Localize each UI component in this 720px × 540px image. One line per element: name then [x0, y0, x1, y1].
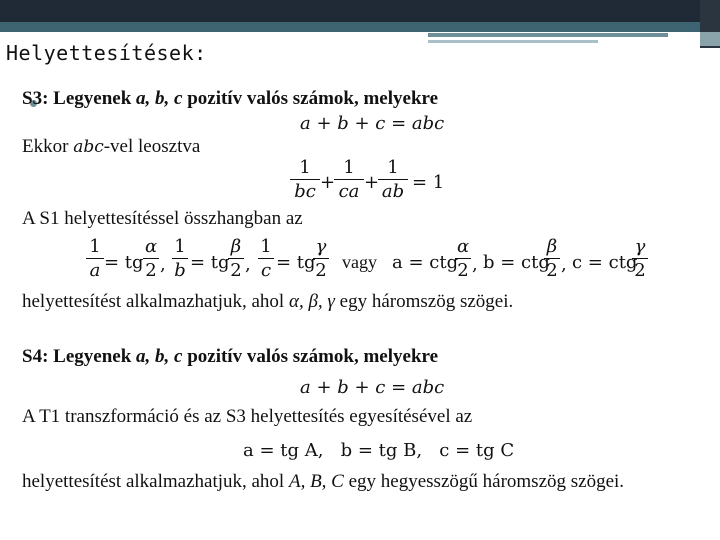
ctg-fraction-alpha-over-2: α 2 [457, 236, 470, 281]
s3-intro-vars: a, b, c [136, 88, 183, 109]
plus-sign-2: + [364, 172, 380, 193]
s4-conclusion-vars: A, B, C [288, 471, 344, 492]
eq-tg-2: = tg [190, 252, 230, 273]
s3-conclusion-line: helyettesítést alkalmazhatjuk, ahol α, β, γ egy háromszög szögei. [22, 291, 514, 312]
fraction-1-over-a: 1 a [86, 236, 104, 281]
fraction-gamma-over-2: γ 2 [313, 236, 329, 281]
leosztva-text: -vel leosztva [103, 136, 201, 157]
tan-substitution-equation: a = tg A, b = tg B, c = tg C [243, 440, 515, 461]
s4-equation-sum: a + b + c = abc [300, 377, 445, 398]
header-accent-bar [0, 22, 700, 32]
header-stripe-3 [700, 32, 720, 46]
comma-2: , [245, 254, 251, 275]
header-stripe-2 [428, 40, 598, 43]
abc-term: abc [73, 137, 104, 157]
fraction-1-over-b: 1 b [172, 236, 188, 281]
header-bar [0, 0, 720, 22]
s4-intro-text: : Legyenek [42, 346, 132, 367]
c-eq-ctg: c = ctg [572, 252, 638, 273]
eq-tg-1: = tg [104, 252, 144, 273]
fraction-1-over-ab: 1 ab [378, 157, 408, 202]
ctg-fraction-gamma-over-2: γ 2 [632, 236, 648, 281]
comma-1: , [160, 254, 166, 275]
fraction-beta-over-2: β 2 [228, 236, 244, 281]
s4-label: S4 [22, 346, 43, 367]
fraction-1-over-ca: 1 ca [334, 157, 364, 202]
eq-tg-3: = tg [276, 252, 316, 273]
s1-line: A S1 helyettesítéssel összhangban az [22, 208, 303, 229]
ctg-fraction-beta-over-2: β 2 [544, 236, 560, 281]
s4-conclusion-line: helyettesítést alkalmazhatjuk, ahol A, B, C egy hegyesszögű háromszög szögei. [22, 471, 625, 492]
comma-3: , [472, 254, 478, 275]
slide-title: Helyettesítések: [6, 41, 207, 65]
vagy-word: vagy [342, 252, 377, 272]
a-eq-ctg: a = ctg [392, 252, 459, 273]
ekkor-word: Ekkor [22, 136, 69, 157]
s3-ekkor-line [22, 136, 200, 158]
comma-4: , [561, 254, 567, 275]
fraction-alpha-over-2: α 2 [145, 236, 158, 281]
s3-intro-rest: pozitív valós számok, melyekre [187, 88, 439, 109]
fraction-1-over-c: 1 c [258, 236, 274, 281]
s3-conclusion-vars: α, β, γ [288, 291, 335, 312]
s4-intro-line [22, 346, 438, 368]
s3-intro-line [22, 88, 438, 110]
b-eq-ctg: b = ctg [483, 252, 550, 273]
header-stripe-1 [428, 33, 668, 37]
s4-intro-vars: a, b, c [136, 346, 183, 367]
s4-intro-rest: pozitív valós számok, melyekre [187, 346, 439, 367]
s3-intro-text: : Legyenek [42, 88, 132, 109]
s3-equation-sum: a + b + c = abc [300, 113, 445, 134]
plus-sign-1: + [320, 172, 336, 193]
t1-line: A T1 transzformáció és az S3 helyettesítés egyesítésével az [22, 406, 473, 427]
fraction-1-over-bc: 1 bc [290, 157, 320, 202]
equals-one: = 1 [412, 172, 445, 193]
s3-label: S3 [22, 88, 43, 109]
